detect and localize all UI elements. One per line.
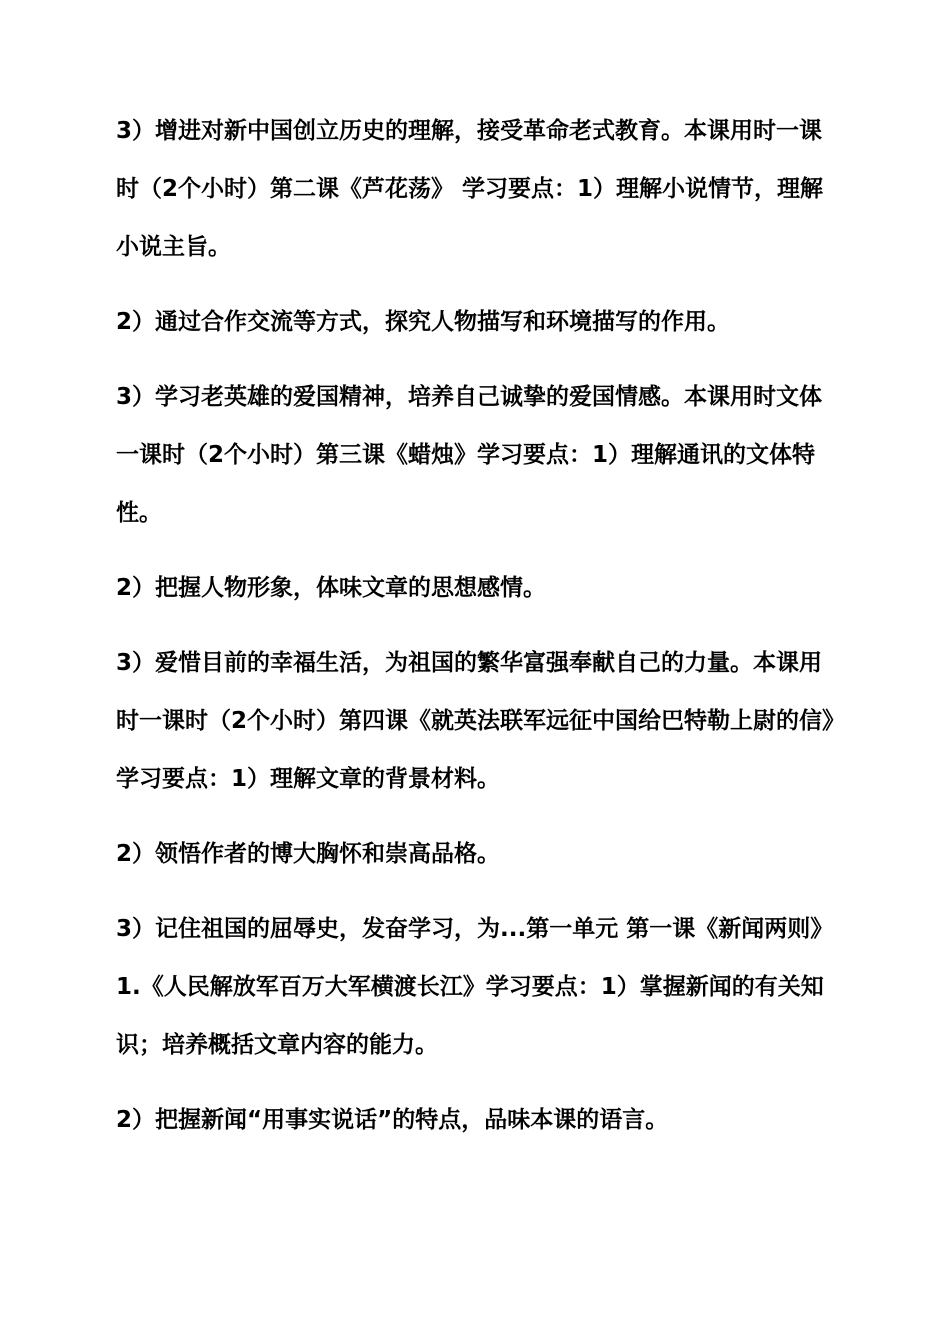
paragraph: 2）领悟作者的博大胸怀和崇高品格。 <box>116 841 501 867</box>
paragraph: 2）通过合作交流等方式，探究人物描写和环境描写的作用。 <box>116 309 731 335</box>
paragraph: 3）爱惜目前的幸福生活，为祖国的繁华富强奉献自己的力量。本课用时一课时（2个小时）第四课《就英法联军远征中国给巴特勒上尉的信》学习要点：1）理解文章的背景材料。 <box>116 650 834 792</box>
paragraph: 2）把握人物形象，体味文章的思想感情。 <box>116 575 547 601</box>
paragraph: 3）记住祖国的屈辱史，发奋学习，为...第一单元 第一课《新闻两则》1.《人民解放军百万大军横渡长江》学习要点：1）掌握新闻的有关知识；培养概括文章内容的能力。 <box>116 916 834 1058</box>
paragraph: 2）把握新闻“用事实说话”的特点，品味本课的语言。 <box>116 1107 669 1133</box>
paragraph: 3）学习老英雄的爱国精神，培养自己诚挚的爱国情感。本课用时文体一课时（2个小时）第三课《蜡烛》学习要点：1）理解通讯的文体特性。 <box>116 384 823 526</box>
paragraph: 3）增进对新中国创立历史的理解，接受革命老式教育。本课用时一课时（2个小时）第二课《芦花荡》 学习要点：1）理解小说情节，理解小说主旨。 <box>116 118 824 260</box>
document-body <box>116 102 836 1166</box>
